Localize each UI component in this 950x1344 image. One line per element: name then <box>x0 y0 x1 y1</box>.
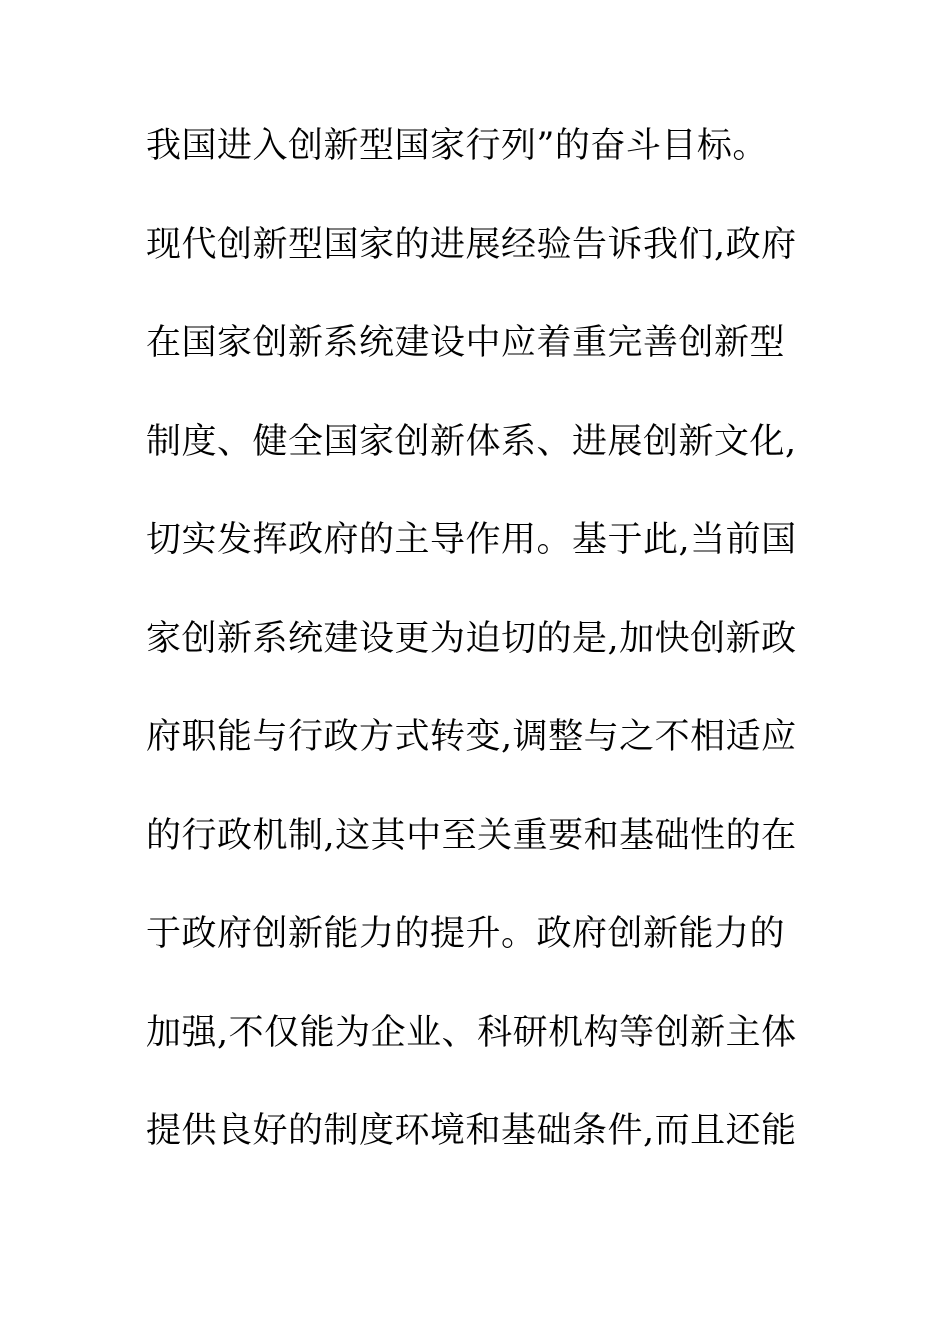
text-line: 于政府创新能力的提升。政府创新能力的 <box>146 914 786 954</box>
text-line: 加强,不仅能为企业、科研机构等创新主体 <box>146 1012 797 1053</box>
text-line: 家创新系统建设更为迫切的是,加快创新政 <box>146 618 797 659</box>
text-line: 切实发挥政府的主导作用。基于此,当前国 <box>146 520 797 560</box>
text-line: 在国家创新系统建设中应着重完善创新型 <box>146 323 786 363</box>
text-line: 提供良好的制度环境和基础条件,而且还能 <box>146 1111 797 1151</box>
body-text <box>146 126 806 1210</box>
text-line: 我国进入创新型国家行列”的奋斗目标。 <box>146 126 768 166</box>
text-line: 现代创新型国家的进展经验告诉我们,政府 <box>146 224 797 265</box>
text-line: 府职能与行政方式转变,调整与之不相适应 <box>146 717 797 757</box>
text-line: 制度、健全国家创新体系、进展创新文化, <box>146 421 797 462</box>
text-line: 的行政机制,这其中至关重要和基础性的在 <box>146 815 797 856</box>
